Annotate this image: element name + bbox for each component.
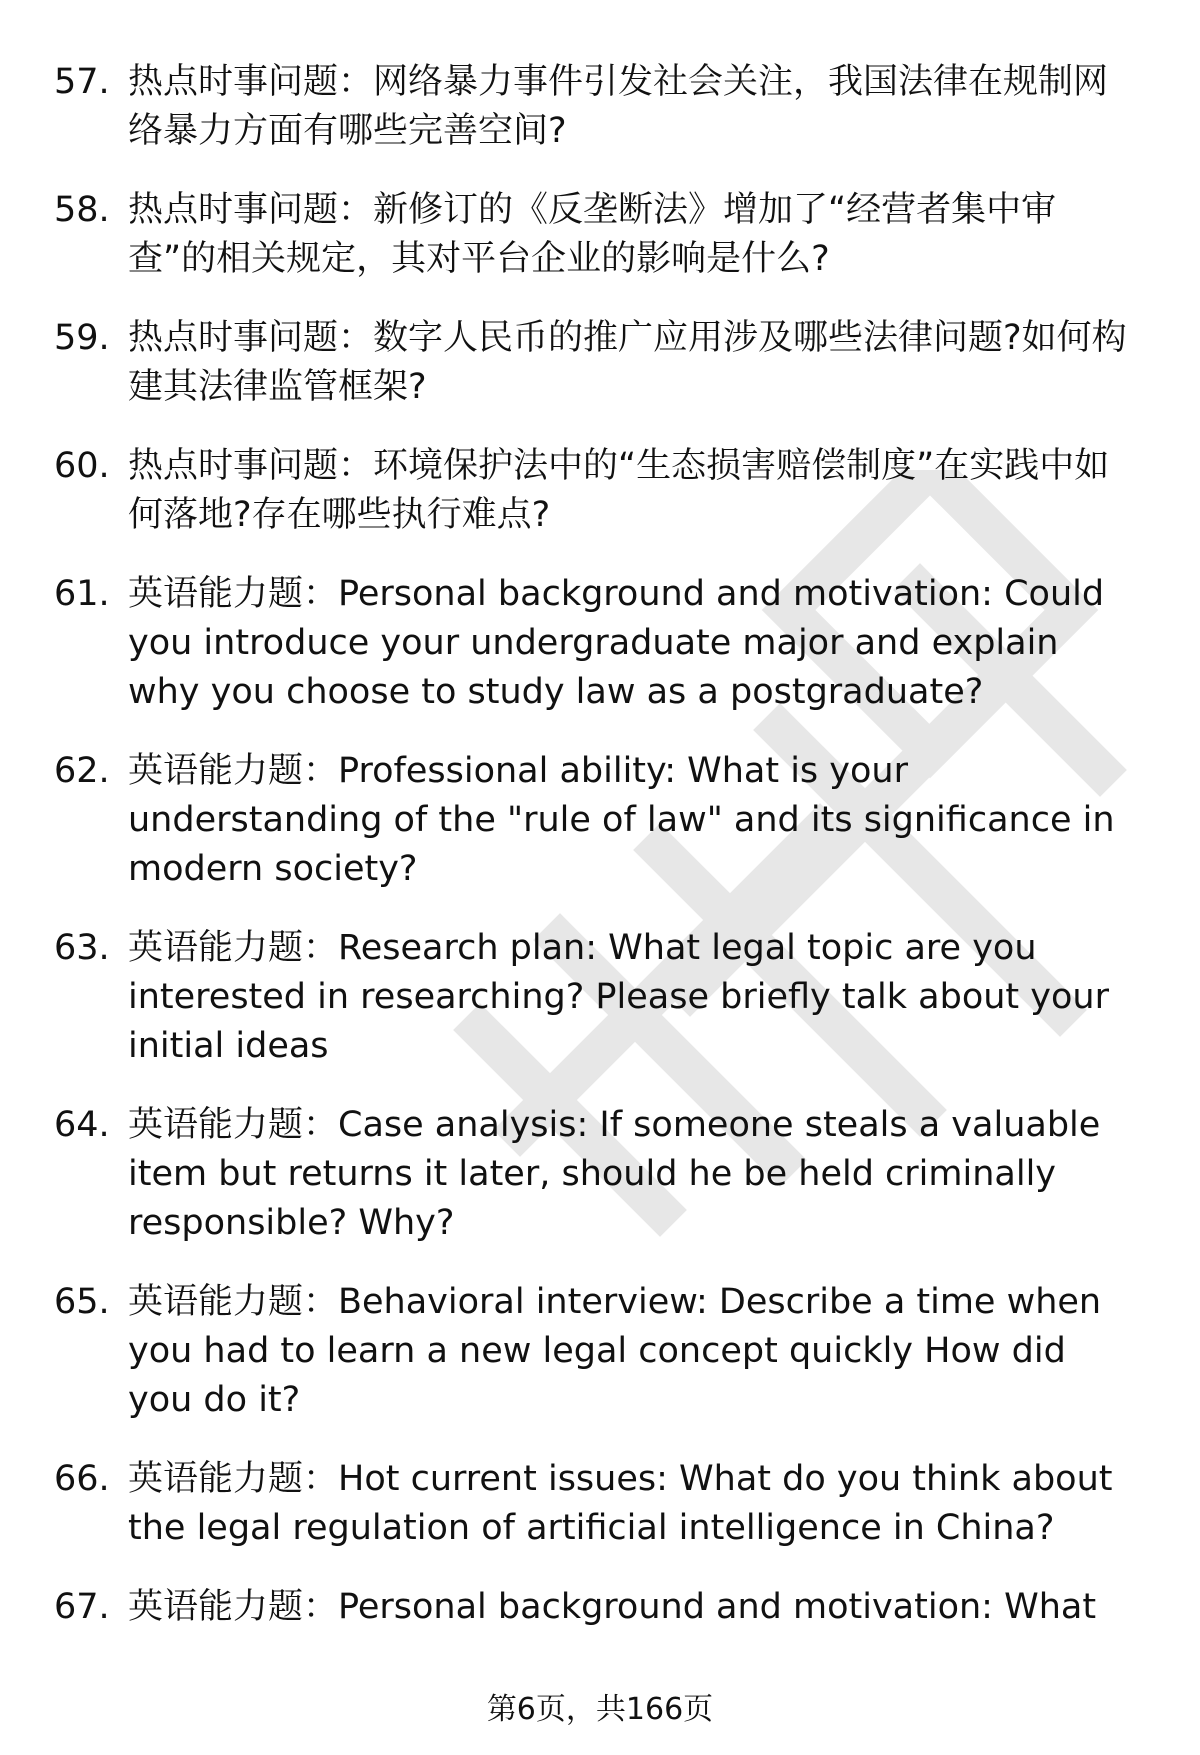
question-number: 65. — [54, 1282, 110, 1322]
question-text: 英语能力题：Research plan: What legal topic are you interested in researching? Please briefly talk about your initial ideas — [128, 928, 1109, 1066]
question-text: 英语能力题：Professional ability: What is your understanding of the "rule of law" and its significance in modern society? — [128, 751, 1115, 889]
question-text: 热点时事问题：数字人民币的推广应用涉及哪些法律问题?如何构建其法律监管框架? — [128, 318, 1127, 407]
question-text: 热点时事问题：环境保护法中的“生态损害赔偿制度”在实践中如何落地?存在哪些执行难点? — [128, 446, 1110, 535]
list-item — [54, 1278, 1140, 1425]
list-item — [54, 58, 1140, 156]
question-text: 热点时事问题：网络暴力事件引发社会关注，我国法律在规制网络暴力方面有哪些完善空间? — [128, 62, 1109, 151]
list-item — [54, 924, 1140, 1071]
question-text: 英语能力题：Personal background and motivation: What — [128, 1587, 1097, 1627]
list-item — [54, 1101, 1140, 1248]
question-number: 60. — [54, 446, 110, 486]
question-text: 英语能力题：Behavioral interview: Describe a time when you had to learn a new legal concept quickly How did you do it? — [128, 1282, 1102, 1420]
list-item — [54, 747, 1140, 894]
page-footer: 第6页，共166页 — [486, 1692, 714, 1727]
question-number: 62. — [54, 751, 110, 791]
question-text: 英语能力题：Personal background and motivation: Could you introduce your undergraduate major and explain why you choose to study law as a postgraduate? — [128, 574, 1105, 712]
list-item — [54, 186, 1140, 284]
question-number: 67. — [54, 1587, 110, 1627]
question-number: 57. — [54, 62, 110, 102]
list-item — [54, 570, 1140, 717]
question-number: 66. — [54, 1459, 110, 1499]
list-item — [54, 1455, 1140, 1553]
question-number: 63. — [54, 928, 110, 968]
list-item — [54, 1583, 1140, 1632]
question-number: 61. — [54, 574, 110, 614]
question-number: 58. — [54, 190, 110, 230]
list-item — [54, 314, 1140, 412]
question-number: 59. — [54, 318, 110, 358]
question-text: 英语能力题：Hot current issues: What do you think about the legal regulation of artificial intelligence in China? — [128, 1459, 1113, 1548]
question-text: 热点时事问题：新修订的《反垄断法》增加了“经营者集中审查”的相关规定，其对平台企业的影响是什么? — [128, 190, 1057, 279]
question-list — [54, 58, 1140, 1632]
question-text: 英语能力题：Case analysis: If someone steals a valuable item but returns it later, should he be held criminally responsible? Why? — [128, 1105, 1101, 1243]
question-number: 64. — [54, 1105, 110, 1145]
list-item — [54, 442, 1140, 540]
